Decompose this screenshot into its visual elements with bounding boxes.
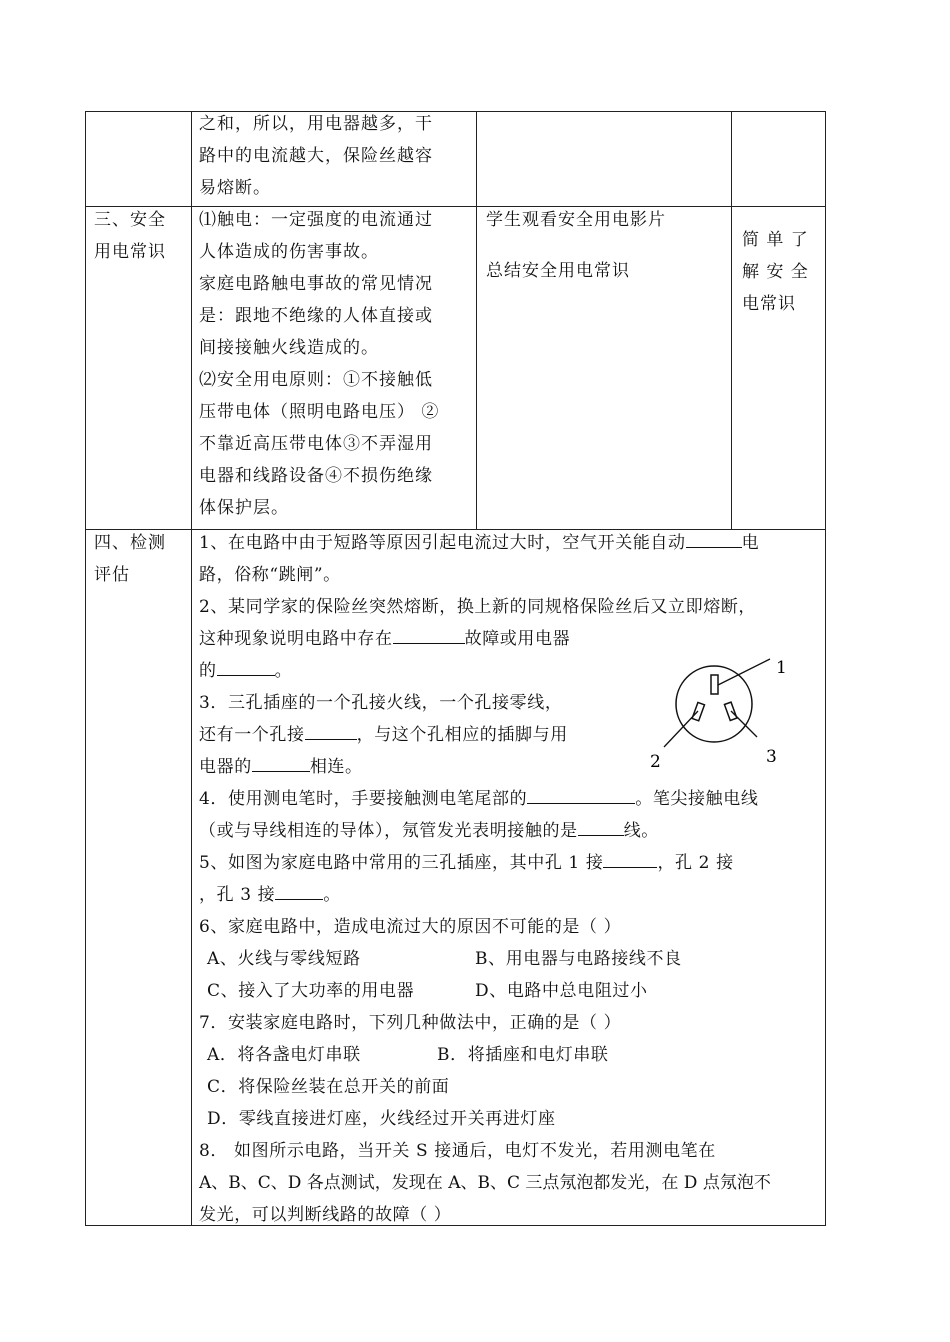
row2-goal-cell — [742, 224, 809, 320]
text: 电器的 — [199, 757, 252, 777]
question-1 — [199, 527, 771, 559]
answer-blank[interactable] — [527, 785, 635, 804]
lesson-table — [85, 111, 826, 1226]
question-4-line — [199, 815, 771, 847]
option-d: D．零线直接进灯座，火线经过开关再进灯座 — [207, 1109, 556, 1129]
option-b: B．将插座和电灯串联 — [437, 1045, 609, 1065]
row2-content-cell — [199, 204, 439, 524]
answer-blank[interactable] — [252, 753, 310, 772]
section-title: 评估 — [94, 565, 130, 585]
row-divider — [85, 206, 826, 207]
text: 电 — [741, 533, 760, 553]
socket-hole-1 — [711, 675, 718, 694]
question-7-options — [199, 1039, 771, 1071]
column-divider — [731, 111, 732, 529]
activity-line: 学生观看安全用电影片 — [486, 210, 666, 230]
text: 。 — [323, 885, 341, 905]
text-line: 家庭电路触电事故的常见情况 — [199, 274, 433, 294]
row3-content-cell — [199, 527, 771, 1231]
text-line: 易熔断。 — [199, 178, 271, 198]
answer-blank[interactable] — [686, 529, 742, 548]
goal-line: 解 安 全 — [742, 262, 809, 282]
pointer-line-2 — [664, 711, 698, 747]
option-c: C、接入了大功率的用电器 — [207, 981, 415, 1001]
text: 4．使用测电笔时，手要接触测电笔尾部的 — [199, 789, 528, 809]
question-8-line: A、B、C、D 各点测试，发现在 A、B、C 三点氖泡都发光，在 D 点氖泡不 — [199, 1173, 771, 1193]
question-5-line — [199, 879, 771, 911]
socket-outline — [676, 666, 752, 742]
question-6: 6、家庭电路中，造成电流过大的原因不可能的是（ ） — [199, 917, 622, 937]
text-line: 间接接触火线造成的。 — [199, 338, 379, 358]
text-line: 电器和线路设备④不损伤绝缘 — [199, 466, 433, 486]
text: ，孔 3 接 — [199, 885, 276, 905]
question-5 — [199, 847, 771, 879]
text-line: 之和，所以，用电器越多，干 — [199, 114, 433, 134]
text: 这种现象说明电路中存在 — [199, 629, 393, 649]
text: （或与导线相连的导体），氖管发光表明接触的是 — [199, 821, 578, 841]
row2-section-cell — [94, 204, 166, 268]
text: 的 — [199, 661, 217, 681]
answer-blank[interactable] — [393, 625, 465, 644]
text: 1、在电路中由于短路等原因引起电流过大时，空气开关能自动 — [199, 533, 686, 553]
question-8: 8． 如图所示电路，当开关 S 接通后，电灯不发光，若用测电笔在 — [199, 1141, 716, 1161]
row1-content-cell — [199, 108, 433, 204]
table-border-right — [825, 111, 826, 1226]
text: 。 — [274, 661, 293, 681]
text-line: 路，俗称“跳闸”。 — [199, 565, 341, 585]
text: 还有一个孔接 — [199, 725, 305, 745]
text: 相连。 — [309, 757, 363, 777]
option-d: D、电路中总电阻过小 — [475, 981, 648, 1001]
text: ，孔 2 接 — [657, 853, 734, 873]
answer-blank[interactable] — [603, 849, 657, 868]
goal-line: 电常识 — [742, 294, 796, 314]
text-line: ⑵安全用电原则：①不接触低 — [199, 370, 433, 390]
row3-section-cell — [94, 527, 166, 591]
option-c: C．将保险丝装在总开关的前面 — [207, 1077, 450, 1097]
text: 线。 — [623, 821, 659, 841]
column-divider — [476, 111, 477, 529]
text: 5、如图为家庭电路中常用的三孔插座，其中孔 1 接 — [199, 853, 604, 873]
section-title: 用电常识 — [94, 242, 166, 262]
question-7: 7．安装家庭电路时，下列几种做法中，正确的是（ ） — [199, 1013, 622, 1033]
activity-line: 总结安全用电常识 — [486, 261, 630, 281]
option-a: A、火线与零线短路 — [207, 949, 361, 969]
text: 。笔尖接触电线 — [635, 789, 759, 809]
text-line: ⑴触电：一定强度的电流通过 — [199, 210, 433, 230]
table-border-top — [85, 111, 826, 112]
question-6-options — [199, 943, 771, 975]
text-line: 压带电体（照明电路电压） ② — [199, 402, 440, 422]
socket-hole-2 — [692, 702, 704, 720]
socket-label-3: 3 — [766, 747, 777, 767]
socket-label-2: 2 — [650, 752, 661, 772]
table-border-left — [85, 111, 86, 1226]
section-title: 三、安全 — [94, 210, 166, 230]
answer-blank[interactable] — [217, 657, 275, 676]
socket-label-1: 1 — [776, 658, 787, 678]
option-a: A．将各盏电灯串联 — [207, 1045, 361, 1065]
goal-line: 简 单 了 — [742, 230, 809, 250]
question-8-line: 发光，可以判断线路的故障（ ） — [199, 1205, 452, 1225]
question-2: 2、某同学家的保险丝突然熔断，换上新的同规格保险丝后又立即熔断， — [199, 597, 757, 617]
column-divider — [191, 111, 192, 1226]
answer-blank[interactable] — [578, 817, 624, 836]
socket-hole-3 — [724, 702, 736, 720]
answer-blank[interactable] — [275, 881, 323, 900]
option-b: B、用电器与电路接线不良 — [475, 949, 682, 969]
section-title: 四、检测 — [94, 533, 166, 553]
text-line: 体保护层。 — [199, 498, 289, 518]
text: ，与这个孔相应的插脚与用 — [356, 725, 568, 745]
answer-blank[interactable] — [305, 721, 357, 740]
text-line: 路中的电流越大，保险丝越容 — [199, 146, 433, 166]
text-line: 是：跟地不绝缘的人体直接或 — [199, 306, 433, 326]
text: 故障或用电器 — [464, 629, 571, 649]
text-line: 不靠近高压带电体③不弄湿用 — [199, 434, 433, 454]
three-pin-socket-diagram — [642, 649, 792, 779]
question-4 — [199, 783, 771, 815]
question-3: 3．三孔插座的一个孔接火线，一个孔接零线， — [199, 693, 563, 713]
pointer-line-3 — [731, 711, 757, 737]
text-line: 人体造成的伤害事故。 — [199, 242, 379, 262]
row2-activity-cell — [486, 204, 666, 287]
question-6-options — [199, 975, 771, 1007]
